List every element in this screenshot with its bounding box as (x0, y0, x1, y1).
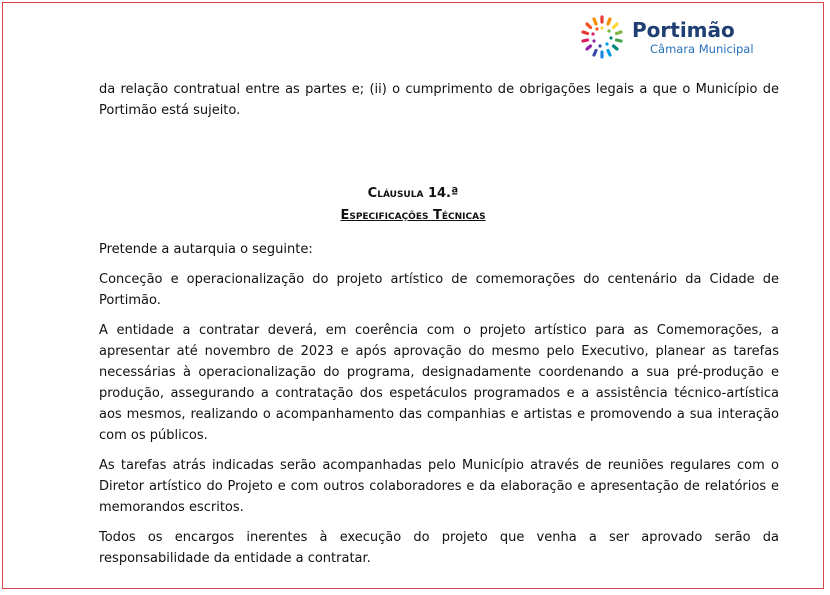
body-paragraph: Conceção e operacionalização do projeto artístico de comemorações do centenário da Cidade de Portimão. (99, 272, 779, 308)
clause-heading (3, 183, 823, 227)
clause-number: Cláusula 14.ª (367, 186, 459, 201)
portimao-logo (578, 13, 788, 63)
body-paragraph: A entidade a contratar deverá, em coerência com o projeto artístico para as Comemorações, a apresentar até novembro de 2023 e após aprovação do mesmo pelo Executivo, planear as tarefas necessárias à operacionalização do programa, designadamente coordenando a sua pré-produção e produção, assegurando a contratação dos espetáculos programados e a assistência técnico-artística aos mesmos, realizando o acompanhamento das companhias e artistas e promovendo a sua interação com os públicos. (99, 323, 779, 443)
body-paragraph: Pretende a autarquia o seguinte: (99, 242, 313, 257)
continuation-block (99, 79, 779, 121)
logo-subtitle: Câmara Municipal (650, 42, 754, 56)
body-paragraph: Todos os encargos inerentes à execução do projeto que venha a ser aprovado serão da responsabilidade da entidade a contratar. (99, 530, 779, 566)
document-page (2, 2, 824, 589)
logo-name: Portimão (632, 18, 735, 42)
portimao-logo-icon (578, 13, 626, 61)
continuation-paragraph: da relação contratual entre as partes e; (ii) o cumprimento de obrigações legais a que o Município de Portimão está sujeito. (99, 82, 779, 118)
body-paragraph: As tarefas atrás indicadas serão acompanhadas pelo Município através de reuniões regulares com o Diretor artístico do Projeto e com outros colaboradores e da elaboração e apresentação de relatórios e memorandos escritos. (99, 458, 779, 515)
clause-body (99, 239, 779, 569)
clause-title: Especificações Técnicas (340, 208, 486, 223)
